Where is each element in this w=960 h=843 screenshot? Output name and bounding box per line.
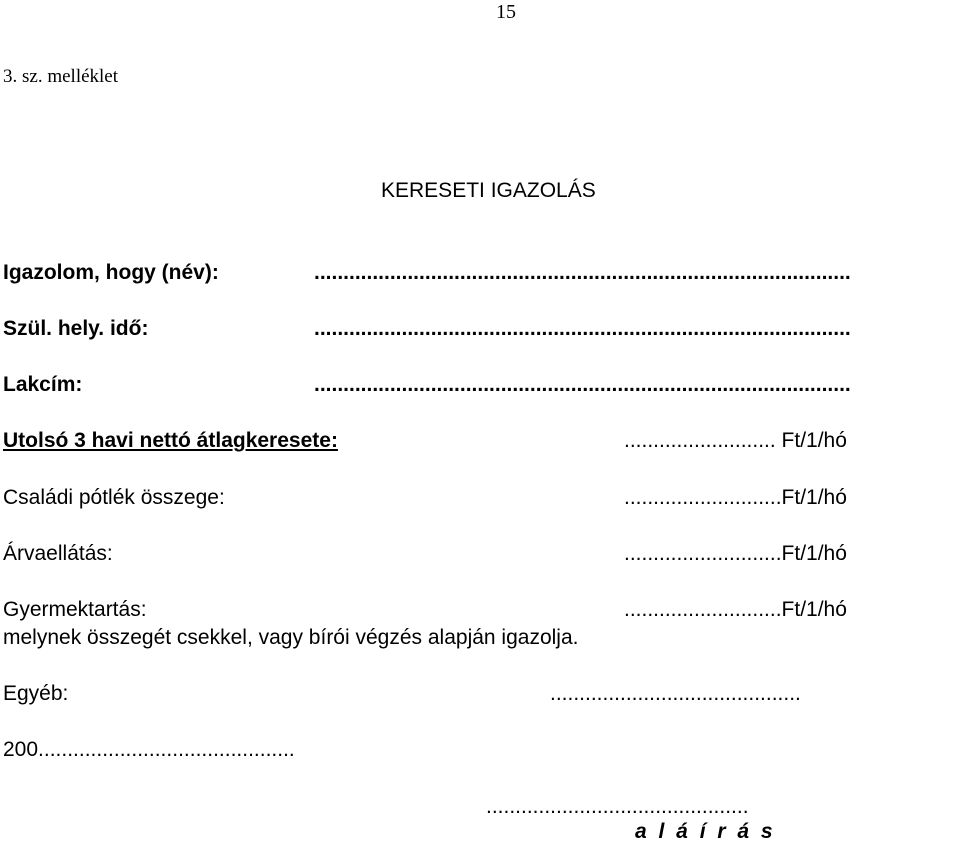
birth-value: ............................................................................................ xyxy=(314,317,851,340)
birth-label: Szül. hely. idő: xyxy=(3,317,149,340)
address-label: Lakcím: xyxy=(3,373,83,396)
child-support-dots: ........................... xyxy=(624,598,782,621)
date-value: 200............................................ xyxy=(3,738,295,761)
signature-line: ............................................. xyxy=(486,795,749,818)
family-allowance-value xyxy=(624,487,847,508)
net-income-value xyxy=(624,430,847,451)
child-support-note: melynek összegét csekkel, vagy bírói végzés alapján igazolja. xyxy=(3,626,579,649)
other-label: Egyéb: xyxy=(3,682,69,705)
child-support-label: Gyermektartás: xyxy=(3,598,147,621)
net-income-dots: .......................... xyxy=(624,429,776,452)
name-label: Igazolom, hogy (név): xyxy=(3,261,219,284)
family-allowance-label: Családi pótlék összege: xyxy=(3,486,225,509)
family-allowance-dots: ........................... xyxy=(624,486,782,509)
family-allowance-unit: Ft/1/hó xyxy=(781,486,847,509)
document-title: KERESETI IGAZOLÁS xyxy=(381,179,596,202)
child-support-value xyxy=(624,599,847,620)
attachment-label: 3. sz. melléklet xyxy=(3,66,119,87)
other-value: ........................................... xyxy=(550,682,801,705)
name-value: ............................................................................................ xyxy=(314,261,851,284)
signature-label: a l á í r á s xyxy=(635,820,776,843)
orphan-allowance-unit: Ft/1/hó xyxy=(781,542,847,565)
orphan-allowance-dots: ........................... xyxy=(624,542,782,565)
net-income-label: Utolsó 3 havi nettó átlagkeresete: xyxy=(3,429,338,452)
page-number: 15 xyxy=(496,1,516,23)
orphan-allowance-value xyxy=(624,543,847,564)
net-income-unit: Ft/1/hó xyxy=(775,429,847,452)
child-support-unit: Ft/1/hó xyxy=(781,598,847,621)
orphan-allowance-label: Árvaellátás: xyxy=(3,542,113,565)
address-value: ............................................................................................ xyxy=(314,373,851,396)
